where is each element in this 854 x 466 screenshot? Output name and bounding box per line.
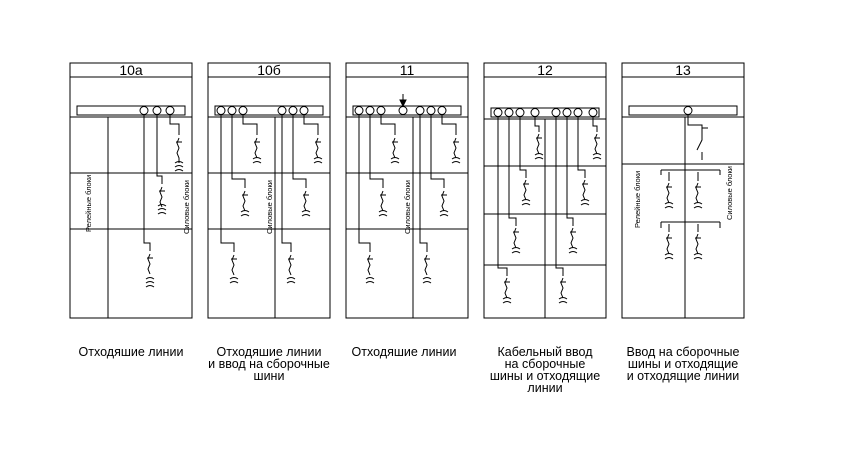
side-label-relay: Релейные блоки [84, 174, 93, 232]
feeder-symbol [665, 234, 673, 259]
caption-line: и ввод на сборочные [208, 357, 330, 371]
side-label-power: Силовые блоки [265, 180, 274, 234]
feeder-symbol [512, 228, 520, 253]
side-label-power: Силовые блоки [403, 180, 412, 234]
caption-line: Ввод на сборочные [626, 345, 740, 359]
caption-11 [334, 346, 474, 358]
panel-number: 10б [257, 62, 281, 78]
caption-line: на сборочные [504, 357, 586, 371]
caption-line: Отходяшие линии [351, 345, 457, 359]
caption-line: линии [527, 381, 563, 395]
feeder-symbol [175, 138, 183, 171]
panel-number: 11 [399, 62, 415, 78]
feeder-symbol [146, 254, 154, 287]
feeder-symbol [593, 134, 601, 159]
feeder-symbol [559, 278, 567, 303]
side-label-power: Силовые блоки [725, 166, 734, 220]
panel-10a [70, 62, 192, 318]
feeder-symbol [253, 138, 261, 163]
feeder-symbol [581, 180, 589, 205]
caption-line: шины и отходящие [627, 357, 739, 371]
feeder-symbol [158, 187, 166, 214]
panel-11 [346, 62, 468, 318]
feeder-symbol [391, 138, 399, 163]
caption-line: Отходяшие линии [78, 345, 184, 359]
caption-line: Отходяшие линии [216, 345, 322, 359]
feeder-symbol [535, 134, 543, 159]
panel-number: 13 [675, 62, 691, 78]
feeder-symbol [314, 138, 322, 163]
panel-number: 12 [537, 62, 553, 78]
feeder-symbol [230, 255, 238, 283]
panel-12 [484, 62, 606, 318]
feeder-symbol [503, 278, 511, 303]
feeder-symbol [522, 180, 530, 205]
incoming-arrow [400, 94, 406, 106]
feeder-symbol [694, 183, 702, 208]
caption-10a [61, 346, 201, 358]
caption-line: шины и отходящие [489, 369, 601, 383]
feeder-symbol [423, 255, 431, 283]
busbar [77, 106, 185, 115]
caption-line: и отходящие линии [626, 369, 740, 383]
side-label-relay: Релейные блоки [633, 170, 642, 228]
feeder-symbol [665, 183, 673, 208]
feeder-symbol [241, 191, 249, 216]
feeder-symbol [379, 191, 387, 216]
caption-line: Кабельный ввод [497, 345, 593, 359]
caption-12 [475, 346, 615, 394]
feeder-symbol [569, 228, 577, 253]
panel-number: 10а [119, 62, 143, 78]
feeder-symbol [287, 255, 295, 283]
feeder-symbol [694, 234, 702, 259]
feeder-symbol [366, 255, 374, 283]
caption-10b [199, 346, 339, 382]
caption-13 [613, 346, 753, 382]
busbar [629, 106, 737, 115]
feeder-symbol [440, 191, 448, 216]
side-label-power: Силовые блоки [182, 180, 191, 234]
panel-10b [208, 62, 330, 318]
feeder-symbol [302, 191, 310, 216]
feeder-symbol [452, 138, 460, 163]
panel-13 [622, 62, 744, 318]
caption-line: шини [253, 369, 285, 383]
disconnector-symbol [688, 115, 708, 160]
